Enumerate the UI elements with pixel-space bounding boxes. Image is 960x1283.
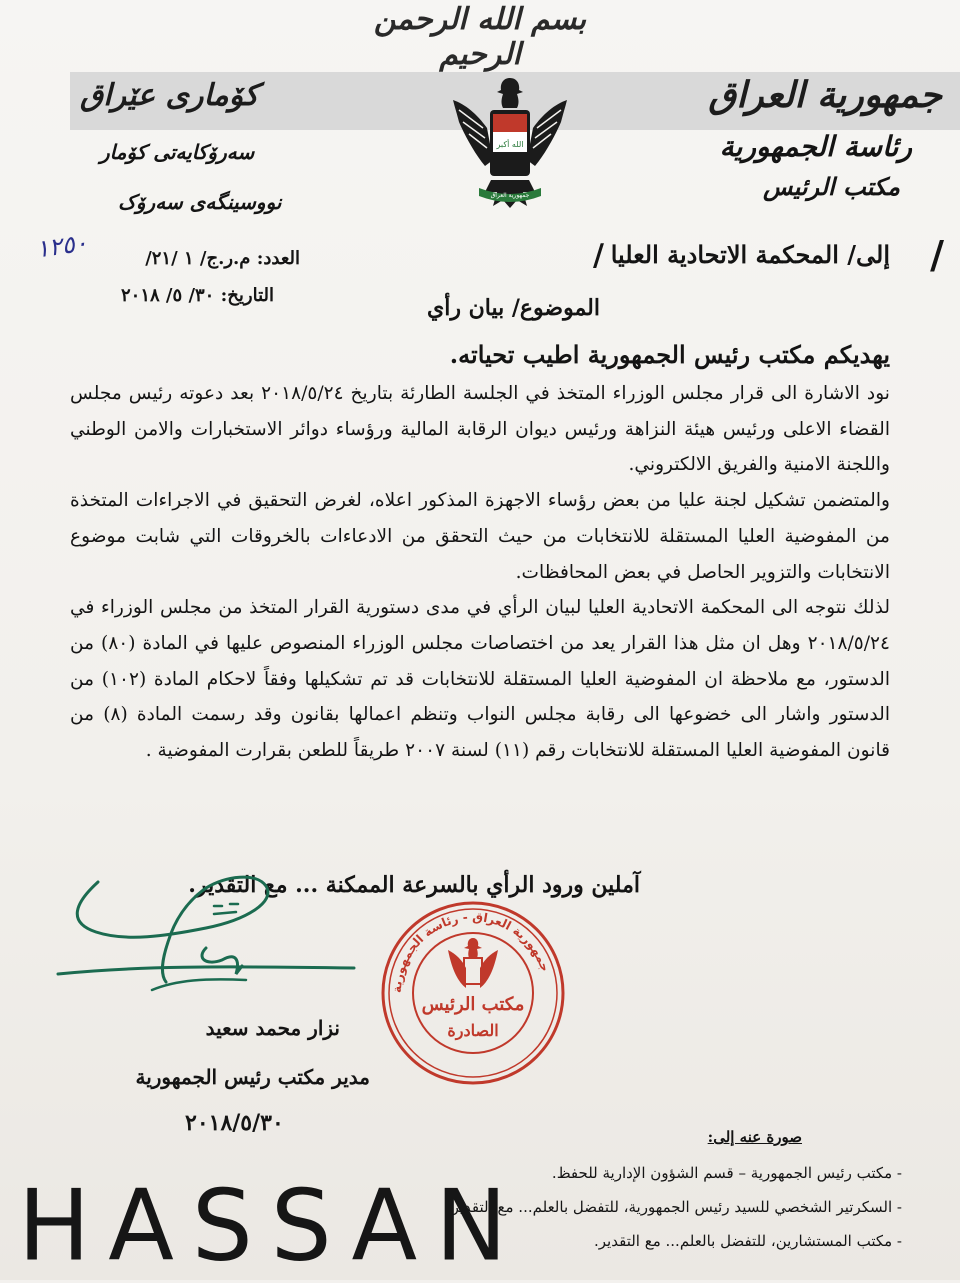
reference-handwritten: ١٢٥٠ bbox=[34, 228, 90, 264]
header-presidency: رئاسة الجمهورية bbox=[719, 130, 912, 163]
cc-item: - السكرتير الشخصي للسيد رئيس الجمهورية، للتفضل بالعلم... مع التقدير. bbox=[446, 1198, 902, 1216]
header-office: مكتب الرئيس bbox=[762, 172, 900, 201]
document-date: التاريخ: ٣٠/ ٥/ ٢٠١٨ bbox=[120, 285, 274, 306]
body-text bbox=[70, 376, 890, 769]
signature-scribble bbox=[56, 862, 356, 1002]
reference-number: العدد: م.ر.ج/ ١ /٢١/ bbox=[145, 248, 300, 269]
signer-name: نزار محمد سعيد bbox=[205, 1016, 340, 1040]
greeting: يهديكم مكتب رئيس الجمهورية اطيب تحياته. bbox=[449, 340, 890, 369]
stamp-issued-text: الصادرة bbox=[447, 1021, 499, 1040]
signer-title: مدير مكتب رئيس الجمهورية bbox=[135, 1065, 370, 1089]
closing-line: آملين ورود الرأي بالسرعة الممكنة ... مع التقدير. bbox=[188, 872, 640, 898]
emblem-scroll-text: جمهورية العراق bbox=[490, 192, 530, 199]
header-republic-kurdish: كۆماری عێراق bbox=[80, 78, 259, 113]
header-republic-arabic: جمهورية العراق bbox=[708, 74, 942, 116]
iraq-eagle-emblem-icon bbox=[445, 70, 575, 220]
basmala: بسم الله الرحمن الرحيم bbox=[373, 2, 587, 72]
body-paragraph: لذلك نتوجه الى المحكمة الاتحادية العليا لبيان الرأي في مدى دستورية القرار المتخذ من مجلس الوزراء في ٢٠١٨/٥/٢٤ وهل ان مثل هذا القرار يعد من اختصاصات مجلس الوزراء المنصوص عليها في المادة (٨٠) من الدستور، مع ملاحظة ان المفوضية العليا المستقلة للانتخابات قد تم تشكيلها وفقاً لاحكام المادة (١٠٢) من الدستور واشار الى خضوعها الى رقابة مجلس النواب وتنظم اعمالها بقانون وقد رسمت المادة (٨) من قانون المفوضية العليا المستقلة للانتخابات رقم (١١) لسنة ٢٠٠٧ طريقاً للطعن بقرارت المفوضية . bbox=[70, 597, 891, 762]
cc-heading: صورة عنه إلى: bbox=[707, 1128, 802, 1146]
body-paragraph: والمتضمن تشكيل لجنة عليا من بعض رؤساء الاجهزة المذكور اعلاه، لغرض التحقيق في الاجراءات المتخذة من المفوضية العليا المستقلة للانتخابات من حيث التحقق من الادعاءات بالخروقات التي شابت موضوع الانتخابات والتزوير الحاصل في بعض المحافظات. bbox=[70, 490, 890, 583]
official-stamp-icon bbox=[378, 898, 568, 1088]
emblem-takbir: الله أكبر bbox=[496, 140, 524, 149]
subject-line: الموضوع/ بيان رأي bbox=[426, 295, 600, 321]
cc-item: - مكتب رئيس الجمهورية – قسم الشؤون الإدارية للحفظ. bbox=[551, 1164, 902, 1182]
recipient-line: إلى/ المحكمة الاتحادية العليا bbox=[610, 240, 890, 269]
stamp-ring-text: جمهورية العراق - رئاسة الجمهورية bbox=[389, 909, 553, 994]
signature-date: ٢٠١٨/٥/٣٠ bbox=[185, 1110, 284, 1136]
body-paragraph: نود الاشارة الى قرار مجلس الوزراء المتخذ في الجلسة الطارئة بتاريخ ٢٠١٨/٥/٢٤ بعد دعوته رئيس مجلس القضاء الاعلى ورئيس هيئة النزاهة ورئيس ديوان الرقابة المالية ورؤساء دوائر الاستخبارات والامن الوطني واللجنة الامنية والفريق الالكتروني. bbox=[70, 383, 890, 476]
header-office-kurdish: نووسینگەی سەرۆک bbox=[118, 190, 282, 214]
header-presidency-kurdish: سەرۆکایەتی کۆمار bbox=[100, 140, 255, 164]
handwritten-name: HASSAN bbox=[18, 1168, 525, 1283]
stamp-office-text: مكتب الرئيس bbox=[421, 994, 525, 1015]
slash-mark: / bbox=[593, 238, 604, 273]
slash-mark: / bbox=[930, 232, 944, 277]
cc-item: - مكتب المستشارين، للتفضل بالعلم... مع التقدير. bbox=[594, 1232, 902, 1250]
